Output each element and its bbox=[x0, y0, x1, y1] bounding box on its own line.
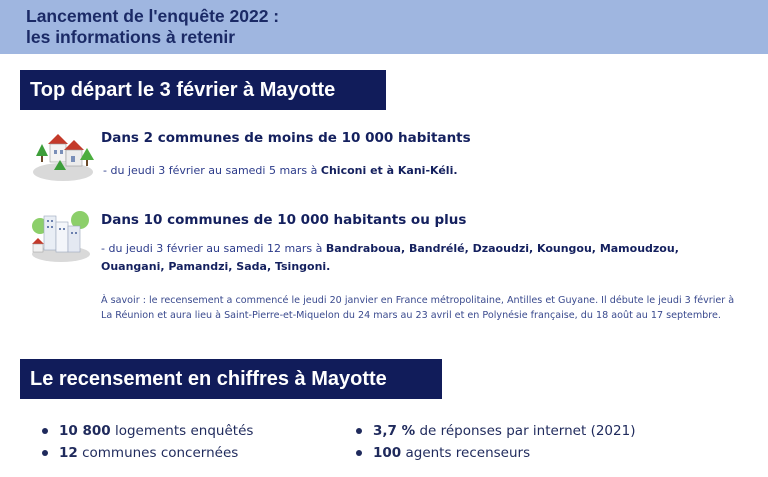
stat-item bbox=[42, 420, 253, 442]
detail-large-communes bbox=[101, 240, 741, 276]
stat-label: logements enquêtés bbox=[110, 423, 254, 439]
stat-value: 12 bbox=[59, 445, 78, 461]
section-heading-figures: Le recensement en chiffres à Mayotte bbox=[20, 359, 442, 399]
page-title-line2: les informations à retenir bbox=[26, 27, 236, 47]
detail-large-communes-dates: - du jeudi 3 février au samedi 12 mars à bbox=[101, 242, 326, 255]
stat-label: communes concernées bbox=[77, 445, 239, 461]
stat-label: agents recenseurs bbox=[401, 445, 531, 461]
block-title-large-communes: Dans 10 communes de 10 000 habitants ou plus bbox=[101, 212, 467, 228]
page-title-line1: Lancement de l'enquête 2022 : bbox=[26, 6, 280, 26]
stat-value: 10 800 bbox=[59, 423, 111, 439]
stat-item bbox=[42, 442, 253, 464]
stat-item bbox=[356, 442, 635, 464]
stat-label: de réponses par internet (2021) bbox=[415, 423, 636, 439]
page-title bbox=[26, 6, 279, 48]
stat-value: 3,7 % bbox=[373, 423, 416, 439]
section-heading-start: Top départ le 3 février à Mayotte bbox=[20, 70, 386, 110]
detail-small-communes-places: Chiconi et à Kani-Kéli. bbox=[320, 164, 458, 177]
stat-value: 100 bbox=[373, 445, 402, 461]
detail-small-communes-dates: - du jeudi 3 février au samedi 5 mars à bbox=[103, 164, 321, 177]
detail-small-communes bbox=[103, 162, 703, 180]
stats-list-right bbox=[356, 420, 635, 464]
stats-list-left bbox=[42, 420, 253, 464]
info-note: À savoir : le recensement a commencé le jeudi 20 janvier en France métropolitaine, Antilles et Guyane. Il débute le jeudi 3 février à La Réunion et aura lieu à Saint-Pierre-et-Miquelon du 24 mars au 23 avril et en Polynésie française, du 18 août au 17 septembre. bbox=[101, 295, 735, 321]
village-icon bbox=[30, 126, 96, 184]
stat-item bbox=[356, 420, 635, 442]
city-icon bbox=[30, 208, 92, 264]
detail-large-communes-places: Bandraboua, Bandrélé, Dzaoudzi, Koungou, Mamoudzou, Ouangani, Pamandzi, Sada, Tsingoni. bbox=[101, 242, 679, 273]
block-title-small-communes: Dans 2 communes de moins de 10 000 habitants bbox=[101, 130, 471, 146]
